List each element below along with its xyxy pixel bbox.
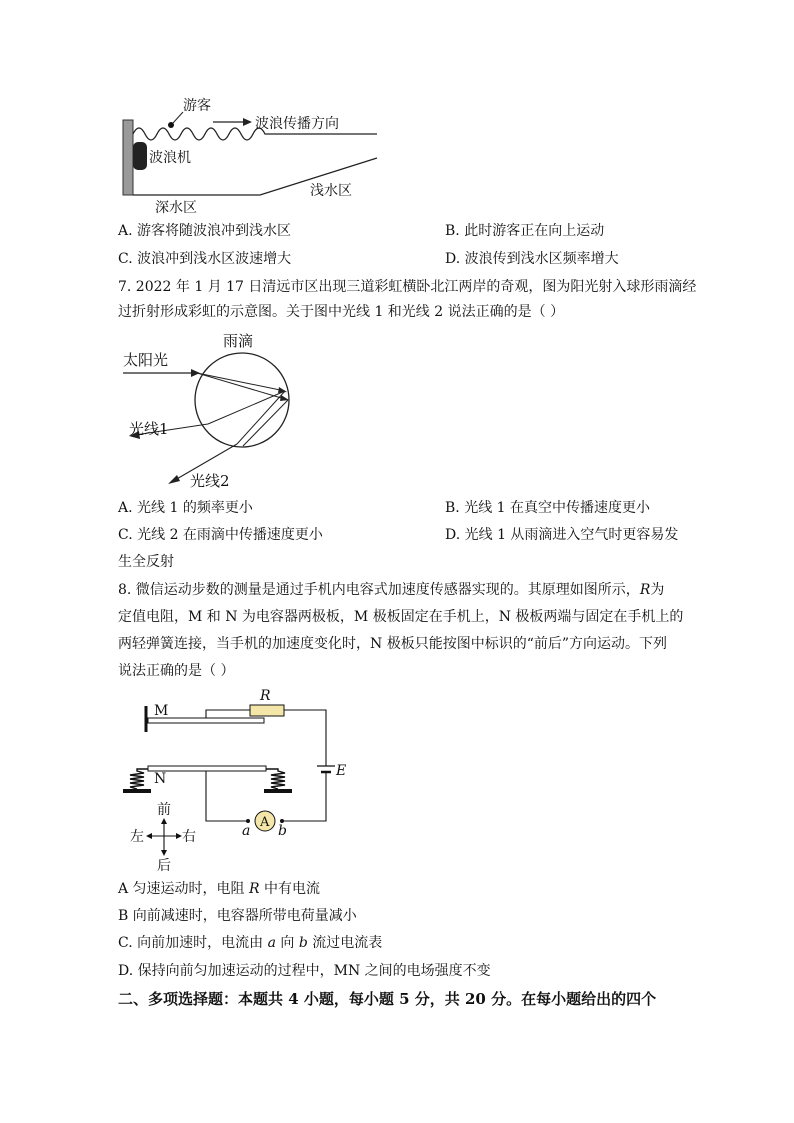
q7-stem-line1: 7. 2022 年 1 月 17 日清远市区出现三道彩虹横卧北江两岸的奇观，图为阳光射入球形雨滴经 [118, 279, 697, 295]
q7-option-a: A. 光线 1 的频率更小 [118, 500, 253, 516]
wave-machine-label: 波浪机 [149, 150, 191, 166]
capacitor-circuit-diagram [118, 684, 358, 874]
label-right: 右 [182, 829, 196, 845]
wall [123, 120, 133, 195]
q7-option-c: C. 光线 2 在雨滴中传播速度更小 [118, 527, 323, 543]
q8-stem-line2: 定值电阻，M 和 N 为电容器两极板，M 极板固定在手机上，N 极板两端与固定在手机上的 [118, 609, 684, 625]
q7-option-d-continued: 生全反射 [118, 554, 174, 570]
q6-option-c: C. 波浪冲到浅水区波速增大 [118, 251, 292, 267]
resistor-r [250, 705, 284, 716]
label-n: N [154, 771, 167, 787]
ray1-label: 光线1 [129, 420, 169, 438]
q8-option-d: D. 保持向前匀加速运动的过程中，MN 之间的电场强度不变 [118, 963, 491, 979]
wave-machine-diagram [115, 92, 390, 217]
label-left: 左 [130, 829, 144, 845]
label-e: E [336, 763, 347, 779]
label-ammeter: A [260, 815, 270, 830]
q7-option-b: B. 光线 1 在真空中传播速度更小 [445, 500, 650, 516]
section2-heading: 二、多项选择题：本题共 4 小题，每小题 5 分，共 20 分。在每小题给出的四个 [118, 990, 657, 1008]
wave-machine-block [133, 142, 147, 170]
label-m: M [154, 703, 169, 719]
label-front: 前 [157, 802, 171, 818]
q8-stem-line3: 两轻弹簧连接，当手机的加速度变化时，N 极板只能按图中标识的“前后”方向运动。下列 [118, 636, 668, 652]
q6-option-b: B. 此时游客正在向上运动 [445, 223, 605, 239]
q8-stem-line4: 说法正确的是（ ） [118, 663, 235, 679]
label-a: a [242, 823, 251, 839]
wave-direction-label: 波浪传播方向 [255, 116, 339, 132]
raindrop-refraction-diagram [115, 328, 310, 496]
q8-stem-line1: 8. 微信运动步数的测量是通过手机内电容式加速度传感器实现的。其原理如图所示，R为 [118, 582, 665, 598]
deep-zone-label: 深水区 [155, 200, 197, 216]
raindrop-circle [195, 353, 289, 447]
shallow-zone-label: 浅水区 [310, 183, 352, 199]
sunlight-label: 太阳光 [123, 351, 169, 369]
q7-stem-line2: 过折射形成彩虹的示意图。关于图中光线 1 和光线 2 说法正确的是（ ） [118, 304, 565, 320]
q6-option-d: D. 波浪传到浅水区频率增大 [445, 251, 619, 267]
q8-option-b: B 向前减速时，电容器所带电荷量减小 [118, 908, 357, 924]
ray2-label: 光线2 [190, 472, 230, 490]
right-spring [266, 769, 285, 789]
q8-option-a: A 匀速运动时，电阻 R 中有电流 [118, 881, 321, 897]
label-r: R [260, 688, 271, 704]
left-spring [130, 769, 148, 789]
q6-option-a: A. 游客将随波浪冲到浅水区 [118, 223, 292, 239]
tourist-label: 游客 [183, 98, 211, 114]
label-back: 后 [157, 858, 171, 874]
q8-option-c: C. 向前加速时，电流由 a 向 b 流过电流表 [118, 935, 383, 951]
q7-option-d: D. 光线 1 从雨滴进入空气时更容易发 [445, 527, 679, 543]
raindrop-label: 雨滴 [223, 332, 254, 350]
label-b: b [278, 823, 287, 839]
